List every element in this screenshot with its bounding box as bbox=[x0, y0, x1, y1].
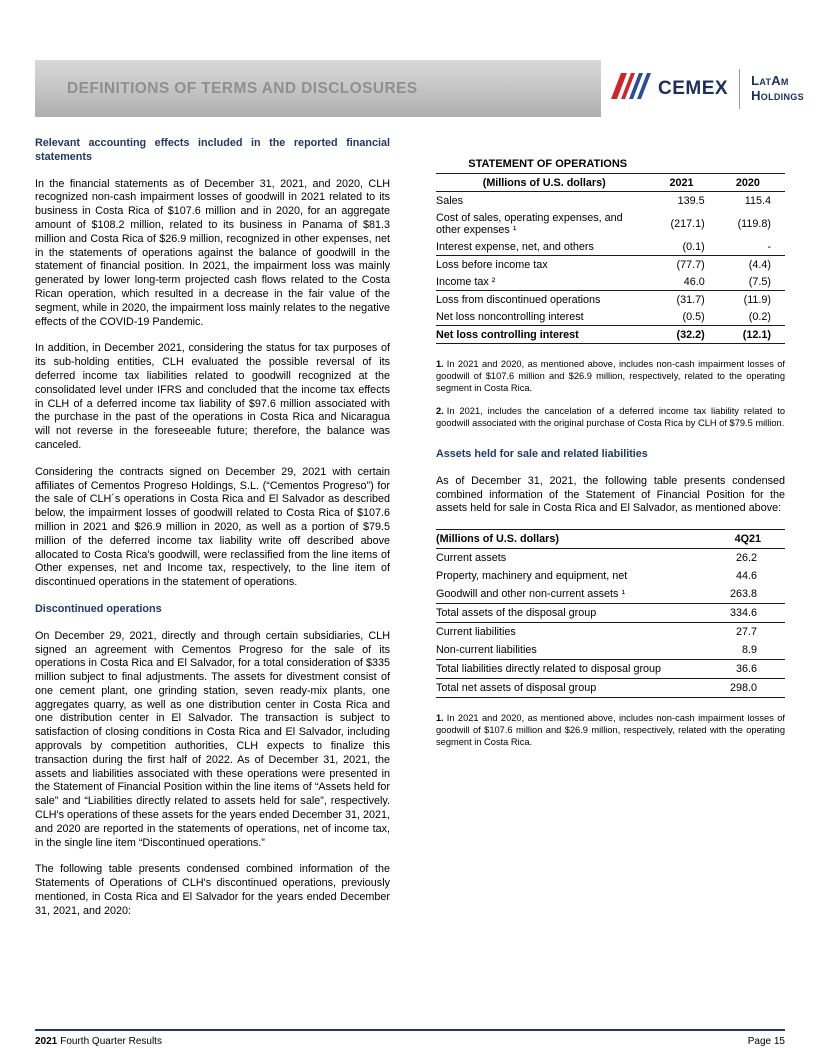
row-label: Cost of sales, operating expenses, and other expenses ¹ bbox=[436, 211, 623, 236]
table-subtotal-row bbox=[436, 660, 785, 679]
footer-report-title bbox=[35, 1036, 162, 1047]
footnote-text: In 2021, includes the cancelation of a deferred income tax liability related to goodwill associated with the original purchase of Costa Rica by CLH of $79.5 million. bbox=[436, 406, 785, 428]
section-heading-discontinued-operations: Discontinued operations bbox=[35, 602, 162, 615]
row-label: Net loss noncontrolling interest bbox=[436, 308, 652, 326]
column-header-units: (Millions of U.S. dollars) bbox=[436, 530, 701, 549]
left-column bbox=[35, 137, 390, 932]
table-row bbox=[436, 641, 785, 660]
footnote-table2 bbox=[436, 712, 785, 748]
footer-title-rest: Fourth Quarter Results bbox=[60, 1036, 162, 1047]
footnote-number: 1. bbox=[436, 713, 444, 724]
section-heading-assets-held-for-sale: Assets held for sale and related liabilities bbox=[436, 448, 648, 460]
table-row bbox=[436, 567, 785, 585]
row-label: Total liabilities directly related to disposal group bbox=[436, 660, 701, 679]
footnote-text: In 2021 and 2020, as mentioned above, includes non-cash impairment losses of goodwill of $107.6 million and $26.9 million, respectively, related to the operating segment in Costa Rica. bbox=[436, 359, 785, 393]
value-2020: (12.1) bbox=[719, 326, 785, 344]
page-title-bar bbox=[35, 60, 601, 117]
row-label: Sales bbox=[436, 194, 464, 207]
table-row bbox=[436, 209, 785, 238]
value-4q21: 44.6 bbox=[735, 570, 757, 583]
value-2021: 139.5 bbox=[677, 194, 705, 207]
row-label: Non-current liabilities bbox=[436, 641, 701, 660]
paragraph: As of December 31, 2021, the following table presents condensed combined information of the Statement of Financial Position for the assets held for sale in Costa Rica and El Salvador, as mentioned above: bbox=[436, 474, 785, 515]
table-row bbox=[436, 549, 785, 568]
column-header-4q21: 4Q21 bbox=[701, 530, 785, 549]
value-4q21: 334.6 bbox=[701, 604, 785, 623]
statement-of-operations-title-rule bbox=[436, 158, 785, 174]
table-row bbox=[436, 192, 785, 210]
footnote-number: 2. bbox=[436, 406, 444, 416]
row-label: Current assets bbox=[436, 552, 507, 565]
column-header-2020: 2020 bbox=[719, 174, 785, 192]
row-label: Loss before income tax bbox=[436, 258, 548, 271]
value-2020: (11.9) bbox=[743, 293, 771, 306]
table-row bbox=[436, 238, 785, 256]
table-row bbox=[436, 623, 785, 642]
footnote-number: 1. bbox=[436, 359, 444, 369]
right-column bbox=[436, 137, 785, 932]
value-2020: - bbox=[719, 238, 785, 256]
value-2021: 46.0 bbox=[652, 273, 718, 291]
row-label: Net loss controlling interest bbox=[436, 326, 652, 344]
statement-of-operations-title: STATEMENT OF OPERATIONS bbox=[468, 158, 628, 170]
row-label: Current liabilities bbox=[436, 626, 516, 639]
table-total-row bbox=[436, 679, 785, 698]
value-2021: (0.1) bbox=[652, 238, 718, 256]
table-total-row bbox=[436, 326, 785, 344]
value-4q21: 298.0 bbox=[701, 679, 785, 698]
row-label: Property, machinery and equipment, net bbox=[436, 570, 628, 583]
value-2021: (77.7) bbox=[676, 258, 705, 271]
holdings-label: Holdings bbox=[751, 87, 804, 103]
table-header-row bbox=[436, 174, 785, 192]
table-row bbox=[436, 256, 785, 274]
value-4q21: 8.9 bbox=[701, 641, 785, 660]
value-2020: 115.4 bbox=[744, 194, 771, 207]
value-4q21: 26.2 bbox=[735, 552, 757, 565]
paragraph: In the financial statements as of December 31, 2021, and 2020, CLH recognized non-cash impairment losses of goodwill in 2021 related to its business in Costa Rica of $107.6 million and in 2020, for an aggregate amount of $108.2 million, related to its business in Panama of $81.3 million and Costa Rica of $26.9 million, recognized in other expenses, net in the statements of operations against the balance of goodwill in the statement of financial position. In 2021, the impairment loss was mainly generated by lower long-term projected cash flows related to the Costa Rican operation, which resulted in a decrease in the fair value of the segment, while in 2020, the impairment loss mainly relates to the negative effects of the COVID-19 Pandemic. bbox=[35, 177, 390, 328]
paragraph: The following table presents condensed combined information of the Statements of Operations of CLH's discontinued operations, previously mentioned, in Costa Rica and El Salvador for the years ended December 31, 2021, and 2020: bbox=[35, 863, 390, 917]
assets-held-for-sale-table bbox=[436, 529, 785, 698]
latam-holdings-label bbox=[751, 74, 804, 102]
paragraph: On December 29, 2021, directly and through certain subsidiaries, CLH signed an agreement with Cementos Progreso for the sale of its operations in Costa Rica and El Salvador, for a total consideration of $335 million subject to final adjustments. The assets for divestment consist of one cement plant, one grinding station, seven ready-mix plants, one aggregates quarry, as well as one distribution center in Costa Rica and one distribution center in El Salvador. The transaction is subject to satisfaction of closing conditions in Costa Rica and El Salvador, including approvals by competition authorities, CLH expects to finalize this transaction during the first half of 2022. As of December 31, 2021, the assets and liabilities associated with these operations were presented in the Statement of Financial Position within the line items of “Assets held for sale” and “Liabilities directly related to assets held for sale”, respectively. CLH's operations of these assets for the years ended December 31, 2021, and 2020 are reported in the statements of operations, net of income tax, in the single line item “Discontinued operations.” bbox=[35, 629, 390, 849]
value-4q21: 36.6 bbox=[701, 660, 785, 679]
value-2020: (7.5) bbox=[719, 273, 785, 291]
table-row bbox=[436, 308, 785, 326]
table-row bbox=[436, 291, 785, 309]
table-row bbox=[436, 585, 785, 604]
table-row bbox=[436, 273, 785, 291]
value-2021: (217.1) bbox=[670, 217, 705, 230]
table-header-row bbox=[436, 530, 785, 549]
paragraph: Considering the contracts signed on December 29, 2021 with certain affiliates of Cementos Progreso Holdings, S.L. (“Cementos Progreso”) for the sale of CLH´s operations in Costa Rica and El Salvador as described below, the impairment losses of goodwill related to Costa Rica of $107.6 million in 2021 and $26.9 million in 2020, as well as a portion of $79.5 million of the deferred income tax liability write off described above allocated to Costa Rica's goodwill, were reclassified from the line items of Other expenses, net and Income tax, respectively, to the line item of discontinued operations in the statement of operations. bbox=[35, 465, 390, 589]
footer-year: 2021 bbox=[35, 1036, 58, 1047]
value-4q21: 27.7 bbox=[735, 626, 757, 639]
page-footer bbox=[35, 1029, 785, 1047]
paragraph: In addition, in December 2021, considering the status for tax purposes of its sub-holding entities, CLH evaluated the possible reversal of its deferred income tax liabilities related to goodwill recognized at the consolidated level under IFRS and concluded that the income tax effects in CLH of a deferred income tax liability of $97.6 million associated with the purchase in the past of the operations in Costa Rica and Nicaragua will not reverse in the foreseeable future; therefore, the balance was canceled. bbox=[35, 342, 390, 451]
value-2021: (0.5) bbox=[652, 308, 718, 326]
row-label: Total net assets of disposal group bbox=[436, 679, 701, 698]
row-label: Interest expense, net, and others bbox=[436, 238, 652, 256]
footnote-text: In 2021 and 2020, as mentioned above, includes non-cash impairment losses of goodwill of $107.6 million and $26.9 million, respectively, related with the operating segment in Costa Rica. bbox=[436, 713, 785, 748]
latam-label: LatAm bbox=[751, 73, 789, 89]
value-2020: (119.8) bbox=[737, 217, 771, 230]
column-header-2021: 2021 bbox=[652, 174, 718, 192]
value-2021: (31.7) bbox=[676, 293, 705, 306]
footer-page-number: Page 15 bbox=[747, 1036, 785, 1047]
value-4q21: 263.8 bbox=[701, 585, 785, 604]
row-label: Goodwill and other non-current assets ¹ bbox=[436, 585, 701, 604]
cemex-logo bbox=[601, 60, 804, 117]
footnote-1 bbox=[436, 358, 785, 394]
row-label: Income tax ² bbox=[436, 273, 652, 291]
cemex-wordmark: CEMEX bbox=[658, 77, 729, 99]
value-2021: (32.2) bbox=[652, 326, 718, 344]
value-2020: (4.4) bbox=[748, 258, 771, 271]
table-subtotal-row bbox=[436, 604, 785, 623]
cemex-logo-mark-icon bbox=[611, 71, 651, 106]
footnote-2 bbox=[436, 405, 785, 429]
value-2020: (0.2) bbox=[719, 308, 785, 326]
statement-of-operations-table bbox=[436, 174, 785, 344]
content-area bbox=[35, 137, 785, 932]
column-header-units: (Millions of U.S. dollars) bbox=[436, 174, 652, 192]
row-label: Loss from discontinued operations bbox=[436, 293, 601, 306]
section-heading-accounting-effects: Relevant accounting effects included in the reported financial statements bbox=[35, 137, 390, 163]
page-header bbox=[35, 60, 804, 117]
row-label: Total assets of the disposal group bbox=[436, 604, 701, 623]
logo-divider bbox=[739, 69, 740, 109]
page-title: DEFINITIONS OF TERMS AND DISCLOSURES bbox=[67, 79, 418, 97]
